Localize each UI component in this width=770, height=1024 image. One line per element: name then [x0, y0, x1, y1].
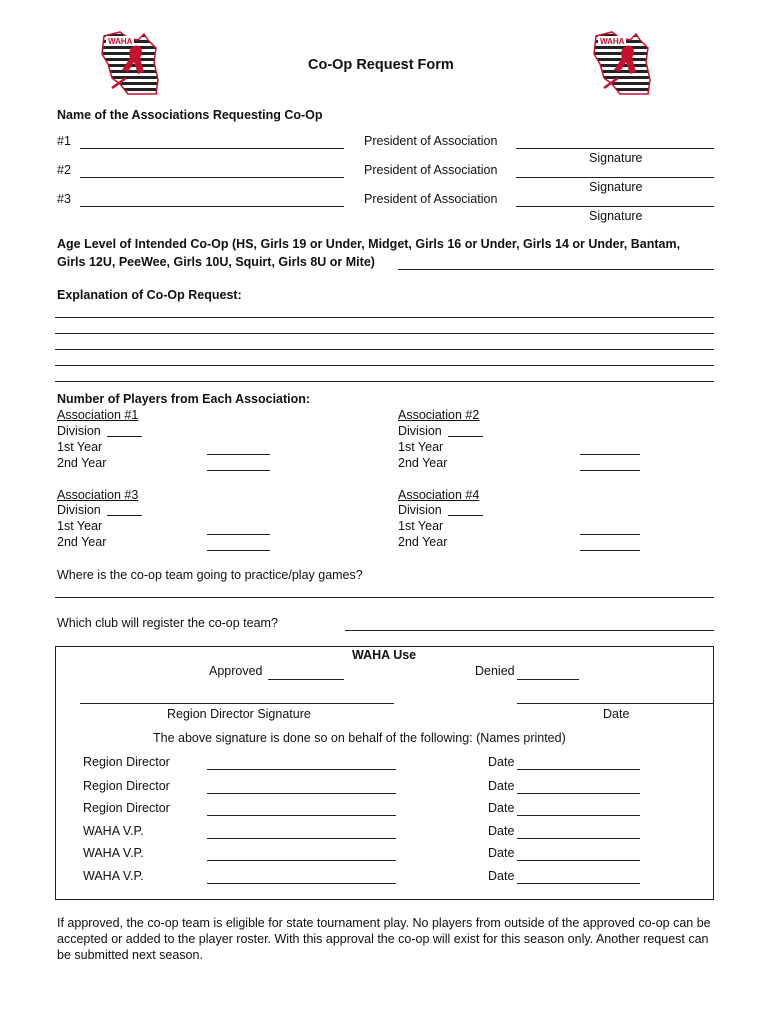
- assoc-3-president-label: President of Association: [364, 192, 498, 206]
- assoc-1-second-year-field[interactable]: [207, 470, 270, 471]
- assoc-3-division-field[interactable]: [107, 515, 142, 516]
- approver-name-field-6[interactable]: [207, 883, 396, 884]
- age-level-line1: Age Level of Intended Co-Op (HS, Girls 19 or Under, Midget, Girls 16 or Under, Girls 14 or Under, Bantam,: [57, 237, 681, 251]
- logo-right-text: WAHA: [600, 37, 625, 46]
- assoc-1-president-label: President of Association: [364, 134, 498, 148]
- assoc-2-heading: Association #2: [398, 408, 480, 422]
- assoc-1-heading: Association #1: [57, 408, 139, 422]
- approver-date-label-3: Date: [488, 801, 515, 815]
- assoc-1-name-field[interactable]: [80, 148, 344, 149]
- register-answer-field[interactable]: [345, 630, 714, 631]
- assoc-3-heading: Association #3: [57, 488, 139, 502]
- assoc-2-signature-field[interactable]: [516, 177, 714, 178]
- region-director-signature-field[interactable]: [80, 703, 394, 704]
- assoc-3-signature-label: Signature: [589, 209, 643, 223]
- assoc-2-first-year-field[interactable]: [580, 454, 640, 455]
- assoc-4-heading: Association #4: [398, 488, 480, 502]
- assoc-2-second-year-field[interactable]: [580, 470, 640, 471]
- approver-name-field-3[interactable]: [207, 815, 396, 816]
- approver-date-field-3[interactable]: [517, 815, 640, 816]
- approver-name-field-2[interactable]: [207, 793, 396, 794]
- approver-role-3: Region Director: [83, 801, 170, 815]
- assoc-1-signature-field[interactable]: [516, 148, 714, 149]
- assoc-3-signature-field[interactable]: [516, 206, 714, 207]
- approver-name-field-4[interactable]: [207, 838, 396, 839]
- assoc-3-second-year-label: 2nd Year: [57, 535, 107, 549]
- behalf-note: The above signature is done so on behalf of the following: (Names printed): [153, 731, 566, 745]
- waha-use-heading: WAHA Use: [352, 648, 417, 662]
- logo-left-text: WAHA: [108, 37, 133, 46]
- assoc-2-president-label: President of Association: [364, 163, 498, 177]
- explanation-line-4[interactable]: [55, 365, 714, 366]
- approver-name-field-5[interactable]: [207, 860, 396, 861]
- denied-field[interactable]: [517, 679, 579, 680]
- assoc-2-division-label: Division: [398, 424, 442, 438]
- approver-role-4: WAHA V.P.: [83, 824, 144, 838]
- explanation-line-3[interactable]: [55, 349, 714, 350]
- approver-date-label-6: Date: [488, 869, 515, 883]
- assoc-2-number: #2: [57, 163, 71, 177]
- waha-logo-left: [98, 28, 162, 96]
- region-director-date-label: Date: [603, 707, 630, 721]
- assoc-2-division-field[interactable]: [448, 436, 483, 437]
- assoc-3-first-year-label: 1st Year: [57, 519, 103, 533]
- approver-date-field-6[interactable]: [517, 883, 640, 884]
- assoc-4-division-label: Division: [398, 503, 442, 517]
- assoc-1-first-year-field[interactable]: [207, 454, 270, 455]
- assoc-2-second-year-label: 2nd Year: [398, 456, 448, 470]
- waha-use-box: [55, 646, 714, 900]
- assoc-3-first-year-field[interactable]: [207, 534, 270, 535]
- approved-field[interactable]: [268, 679, 344, 680]
- assoc-1-signature-label: Signature: [589, 151, 643, 165]
- assoc-1-division-field[interactable]: [107, 436, 142, 437]
- assoc-1-division-label: Division: [57, 424, 101, 438]
- explanation-line-5[interactable]: [55, 381, 714, 382]
- approver-date-label-5: Date: [488, 846, 515, 860]
- practice-question: Where is the co-op team going to practice/play games?: [57, 568, 363, 582]
- approver-date-field-5[interactable]: [517, 860, 640, 861]
- assoc-3-number: #3: [57, 192, 71, 206]
- assoc-3-second-year-field[interactable]: [207, 550, 270, 551]
- approver-date-field-4[interactable]: [517, 838, 640, 839]
- age-level-line2: Girls 12U, PeeWee, Girls 10U, Squirt, Girls 8U or Mite): [57, 255, 375, 269]
- approver-name-field-1[interactable]: [207, 769, 396, 770]
- assoc-2-signature-label: Signature: [589, 180, 643, 194]
- footer-note: If approved, the co-op team is eligible for state tournament play. No players from outside of the approved co-op can be accepted or added to the player roster. With this approval the co-op will exist for this season only. Another request can be submitted next season.: [57, 916, 711, 962]
- associations-heading: Name of the Associations Requesting Co-Op: [57, 108, 323, 122]
- assoc-3-name-field[interactable]: [80, 206, 344, 207]
- players-heading: Number of Players from Each Association:: [57, 392, 311, 406]
- approver-date-label-1: Date: [488, 755, 515, 769]
- approver-date-field-1[interactable]: [517, 769, 640, 770]
- explanation-label: Explanation of Co-Op Request:: [57, 288, 242, 302]
- approver-role-1: Region Director: [83, 755, 170, 769]
- waha-logo-right: [590, 28, 654, 96]
- region-director-signature-label: Region Director Signature: [167, 707, 311, 721]
- approver-role-6: WAHA V.P.: [83, 869, 144, 883]
- approver-date-field-2[interactable]: [517, 793, 640, 794]
- assoc-3-division-label: Division: [57, 503, 101, 517]
- age-level-field[interactable]: [398, 269, 714, 270]
- region-director-date-field[interactable]: [517, 703, 714, 704]
- page-title: Co-Op Request Form: [308, 57, 454, 73]
- assoc-1-number: #1: [57, 134, 71, 148]
- assoc-2-first-year-label: 1st Year: [398, 440, 444, 454]
- assoc-4-second-year-field[interactable]: [580, 550, 640, 551]
- register-question: Which club will register the co-op team?: [57, 616, 278, 630]
- assoc-4-first-year-field[interactable]: [580, 534, 640, 535]
- approver-date-label-4: Date: [488, 824, 515, 838]
- assoc-4-division-field[interactable]: [448, 515, 483, 516]
- practice-answer-field[interactable]: [55, 597, 714, 598]
- assoc-2-name-field[interactable]: [80, 177, 344, 178]
- assoc-1-first-year-label: 1st Year: [57, 440, 103, 454]
- assoc-4-second-year-label: 2nd Year: [398, 535, 448, 549]
- explanation-line-2[interactable]: [55, 333, 714, 334]
- approver-date-label-2: Date: [488, 779, 515, 793]
- approved-label: Approved: [209, 664, 263, 678]
- explanation-line-1[interactable]: [55, 317, 714, 318]
- denied-label: Denied: [475, 664, 515, 678]
- approver-role-2: Region Director: [83, 779, 170, 793]
- assoc-1-second-year-label: 2nd Year: [57, 456, 107, 470]
- approver-role-5: WAHA V.P.: [83, 846, 144, 860]
- assoc-4-first-year-label: 1st Year: [398, 519, 444, 533]
